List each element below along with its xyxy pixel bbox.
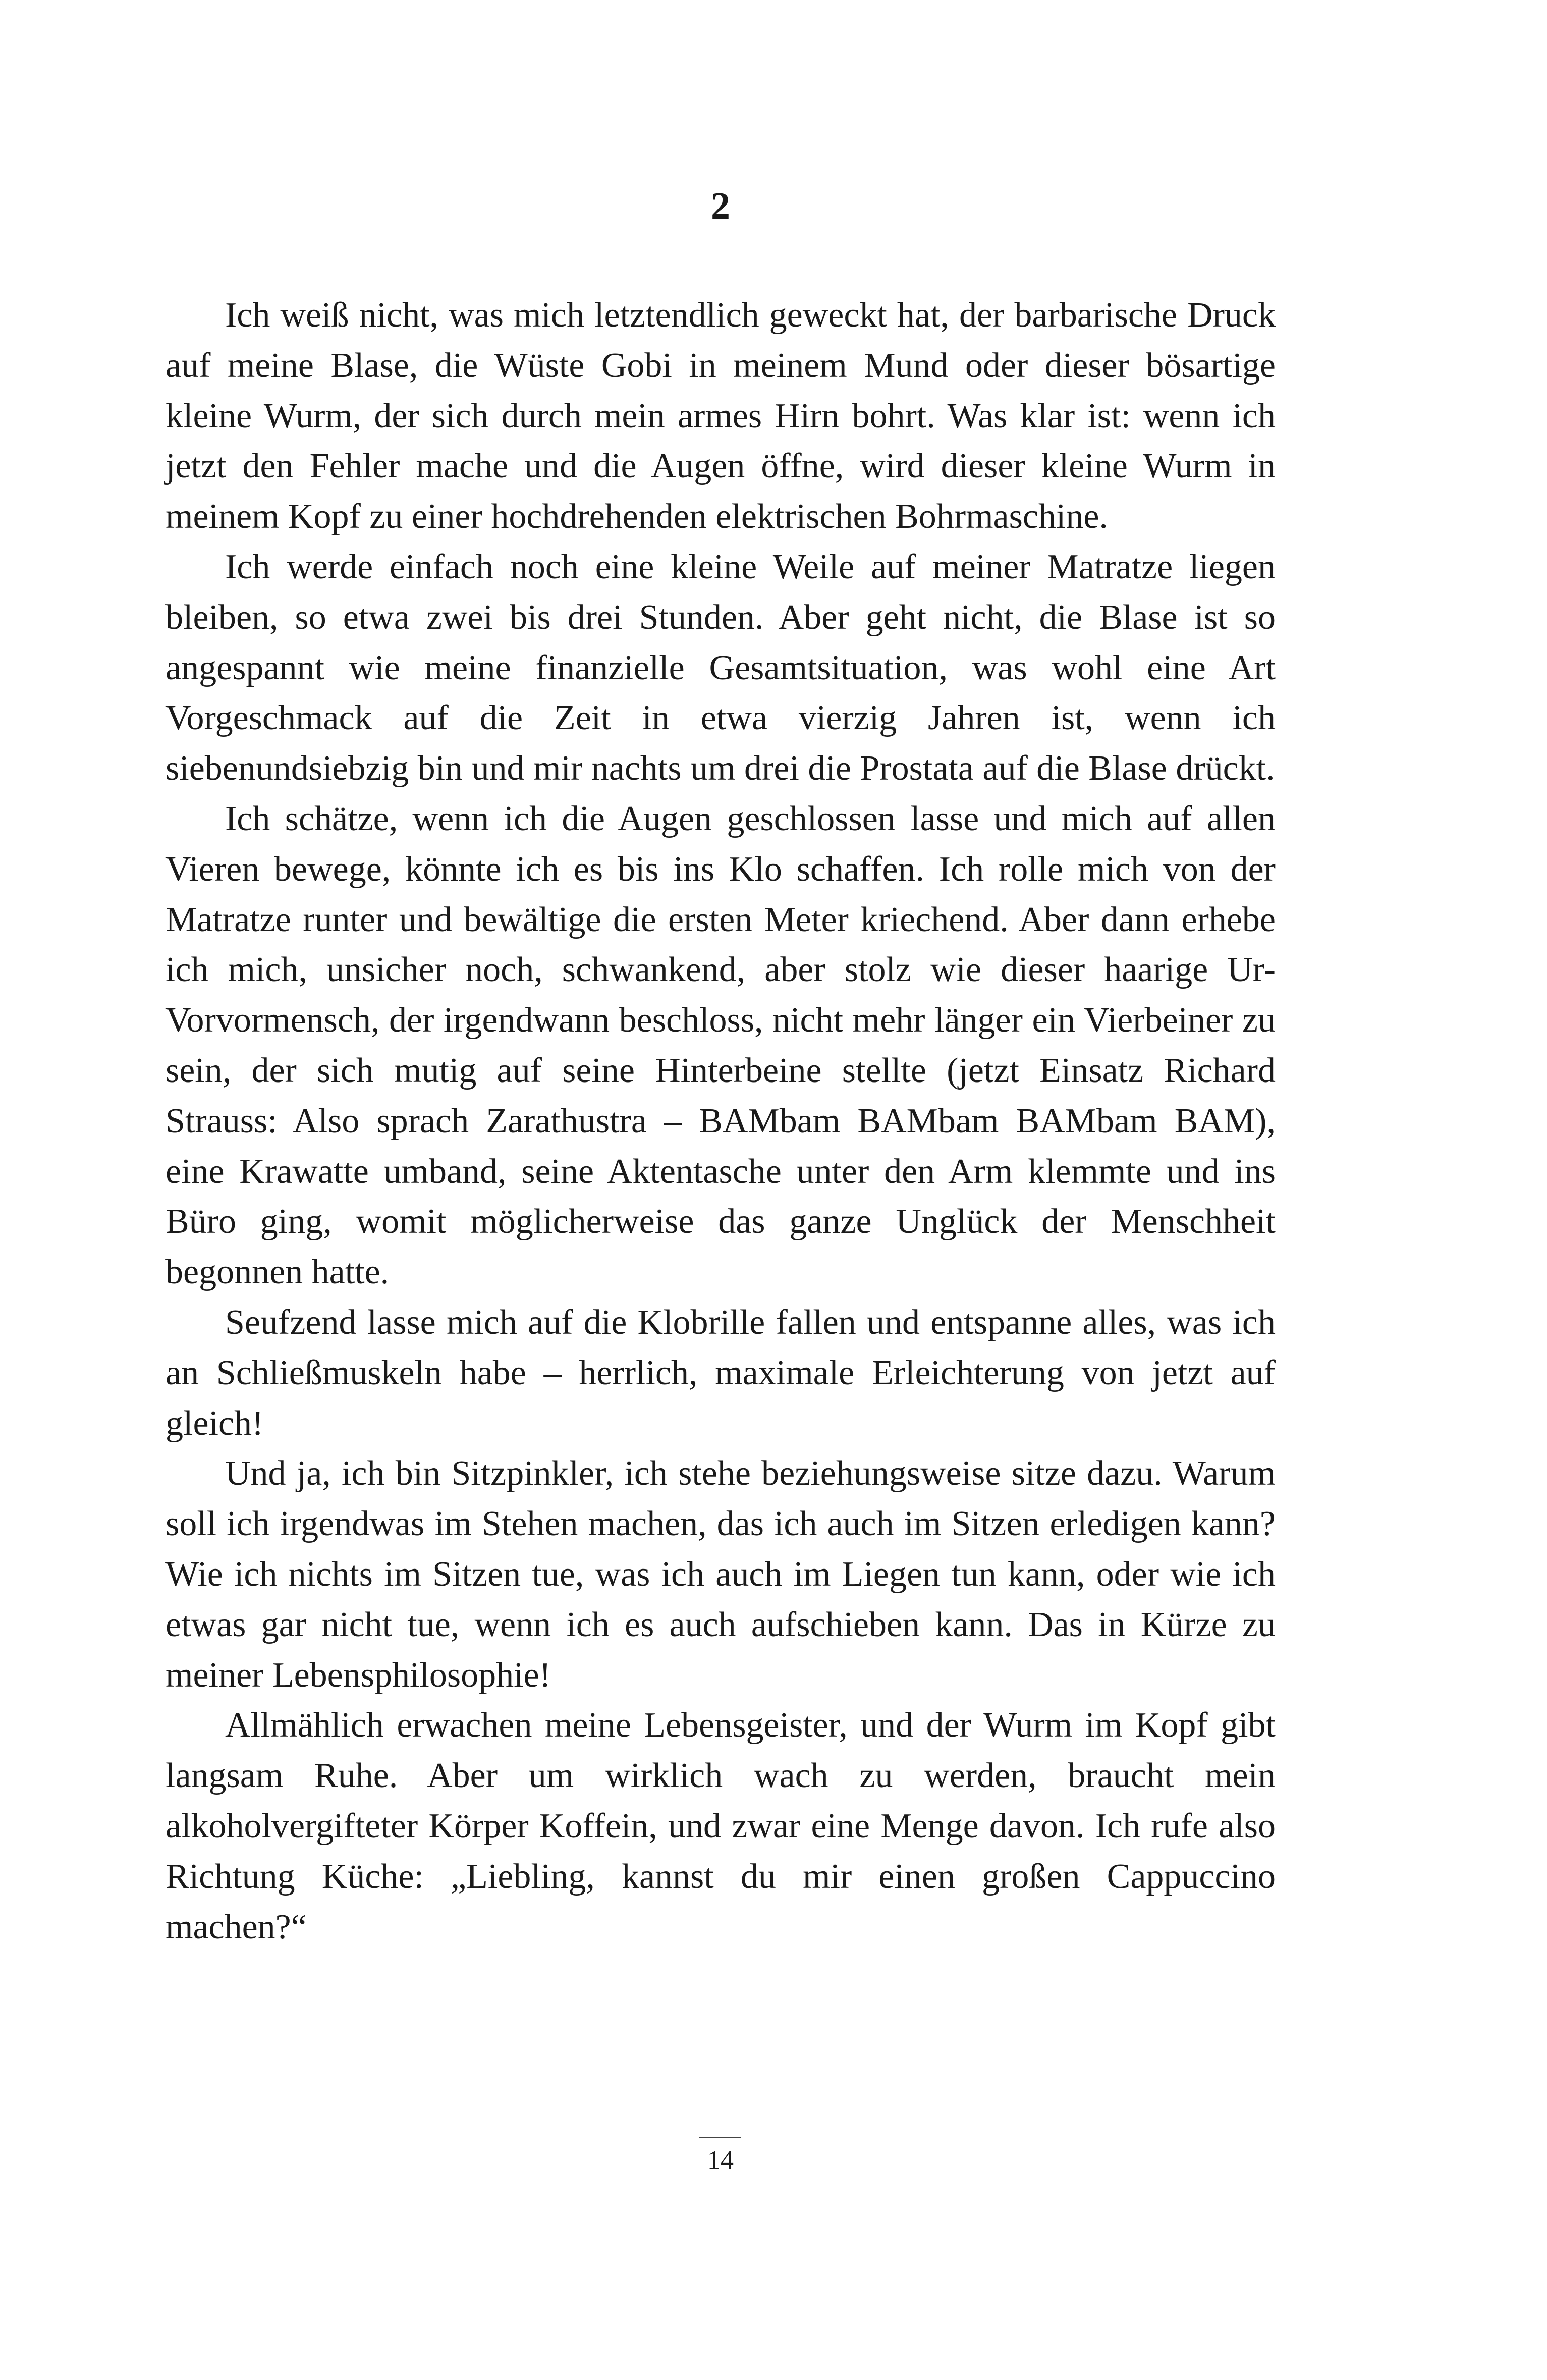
paragraph-4: Seufzend lasse mich auf die Klobrille fallen und entspanne alles, was ich an Schließmuskeln habe – herrlich, maximale Erleichterung von jetzt auf gleich! (165, 1303, 1276, 1443)
paragraph-1: Ich weiß nicht, was mich letztendlich geweckt hat, der barbarische Druck auf meine Blase, die Wüste Gobi in meinem Mund oder dieser bösartige kleine Wurm, der sich durch mein armes Hirn bohrt. Was klar ist: wenn ich jetzt den Fehler mache und die Augen öffne, wird dieser kleine Wurm in meinem Kopf zu einer hochdrehenden elektrischen Bohrmaschine. (165, 296, 1276, 536)
paragraph-3: Ich schätze, wenn ich die Augen geschlossen lasse und mich auf allen Vieren bewege, könnte ich es bis ins Klo schaffen. Ich rolle mich von der Matratze runter und bewältige die ersten Meter kriechend. Aber dann erhebe ich mich, unsicher noch, schwankend, aber stolz wie dieser haarige Ur-Vorvormensch, der irgendwann beschloss, nicht mehr länger ein Vierbeiner zu sein, der sich mutig auf seine Hinterbeine stellte (jetzt Einsatz Richard Strauss: Also sprach Zarathustra – BAMbam BAMbam BAMbam BAM), eine Krawatte umband, seine Aktentasche unter den Arm klemmte und ins Büro ging, womit möglicherweise das ganze Unglück der Menschheit begonnen hatte. (165, 799, 1276, 1292)
chapter-body (165, 290, 1276, 1952)
footer-rule (699, 2137, 741, 2138)
book-page (165, 0, 1276, 2380)
chapter-number: 2 (711, 185, 730, 227)
page-number: 14 (707, 2146, 734, 2175)
paragraph-2: Ich werde einfach noch eine kleine Weile auf meiner Matratze liegen bleiben, so etwa zwei bis drei Stunden. Aber geht nicht, die Blase ist so angespannt wie meine finanzielle Gesamtsituation, was wohl eine Art Vorgeschmack auf die Zeit in etwa vierzig Jahren ist, wenn ich siebenundsiebzig bin und mir nachts um drei die Prostata auf die Blase drückt. (165, 547, 1276, 788)
paragraph-6: Allmählich erwachen meine Lebensgeister, und der Wurm im Kopf gibt langsam Ruhe. Aber um wirklich wach zu werden, braucht mein alkoholvergifteter Körper Koffein, und zwar eine Menge davon. Ich rufe also Richtung Küche: „Liebling, kannst du mir einen großen Cappuccino machen?“ (165, 1706, 1276, 1946)
paragraph-5: Und ja, ich bin Sitzpinkler, ich stehe beziehungsweise sitze dazu. Warum soll ich irgendwas im Stehen machen, das ich auch im Sitzen erledigen kann? Wie ich nichts im Sitzen tue, was ich auch im Liegen tun kann, oder wie ich etwas gar nicht tue, wenn ich es auch aufschieben kann. Das in Kürze zu meiner Lebensphilosophie! (165, 1454, 1276, 1695)
